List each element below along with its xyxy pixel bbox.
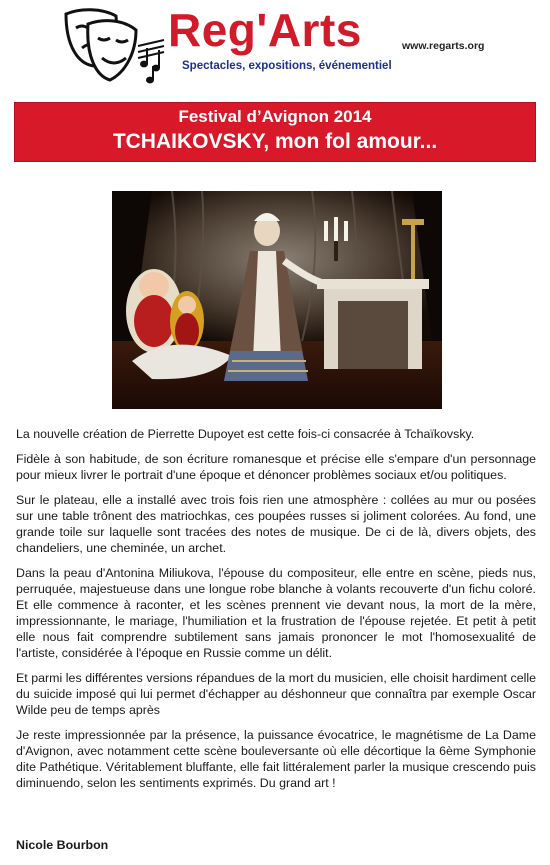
website-link[interactable]: www.regarts.org [402, 40, 485, 52]
article-paragraph: Et parmi les différentes versions répandues de la mort du musicien, elle choisit hardiment celle du suicide imposé qui lui permet d'échapper au déshonneur que connaîtra par exemple Oscar Wilde peu de temps après [16, 671, 536, 717]
festival-heading: Festival d’Avignon 2014 [178, 107, 372, 126]
article-paragraph: Dans la peau d'Antonina Miliukova, l'épouse du compositeur, elle entre en scène, pieds nus, perruquée, majestueuse dans une longue robe blanche à volants recouverte d'un fichu coloré. Et elle commence à raconter, et les scènes prennent vie devant nous, la mort de la mère, impressionnante, le mariage, l'humiliation et la frustration de l'épouse rejetée. Et petit à petit elle nous fait comprendre subtilement sans jamais prononcer le mot l'homosexualité de l'artiste, considérée à l'époque en Russie comme un délit. [16, 566, 536, 660]
stage-photo [112, 191, 442, 409]
tagline: Spectacles, expositions, événementiel [182, 60, 392, 72]
article-body [16, 426, 536, 800]
theatre-masks-logo-icon [58, 6, 168, 88]
article-paragraph: La nouvelle création de Pierrette Dupoyet est cette fois-ci consacrée à Tchaïkovsky. [16, 427, 475, 441]
article-paragraph: Je reste impressionnée par la présence, la puissance évocatrice, le magnétisme de La Dame d'Avignon, avec notamment cette scène bouleversante où elle décortique la 6ème Symphonie dite Pathétique. Véritablement bluffante, elle fait littéralement parler la musique crescendo puis diminuendo, selon les sentiments exprimés. Du grand art ! [16, 728, 536, 790]
brand-name: Reg'Arts [168, 4, 362, 56]
show-title: TCHAIKOVSKY, mon fol amour... [112, 130, 438, 153]
article-paragraph: Sur le plateau, elle a installé avec trois fois rien une atmosphère : collées au mur ou posées sur une table trônent des matriochkas, ces poupées russes si joliment colorées. Au fond, une grande toile sur laquelle sont tracées des notes de musique. De ci de là, divers objets, des chandeliers, une cheminée, un archet. [16, 493, 536, 555]
site-header [0, 0, 550, 96]
author-signature: Nicole Bourbon [16, 838, 109, 852]
article-paragraph: Fidèle à son habitude, de son écriture romanesque et précise elle s'empare d'un personnage pour mieux livrer le portrait d'une époque et dénoncer problèmes sociaux et/ou politiques. [16, 452, 536, 482]
title-banner [14, 102, 536, 162]
